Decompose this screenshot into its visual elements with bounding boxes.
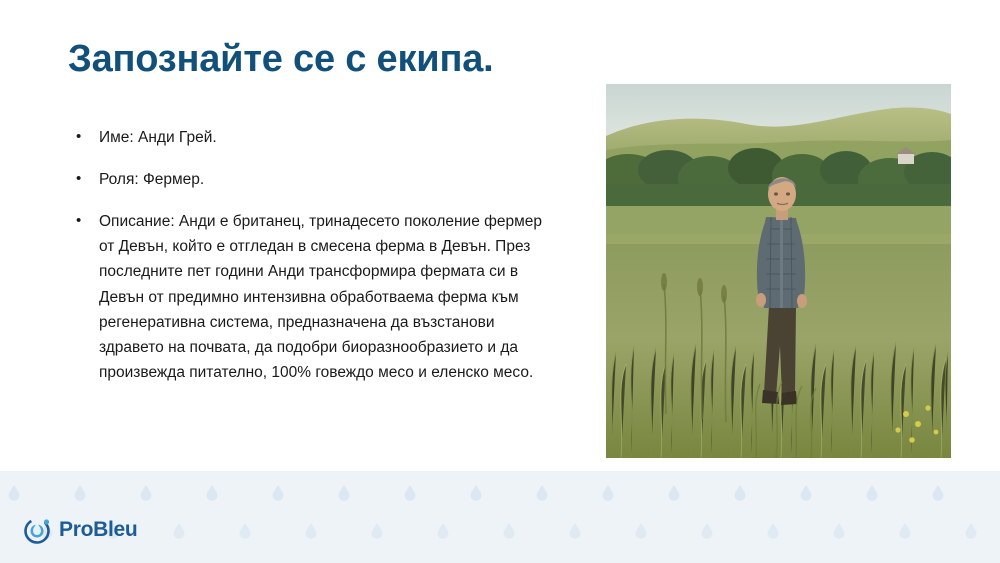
probleu-logo-icon (22, 515, 52, 545)
farmer-photo (606, 84, 951, 458)
page-title-text: Запознайте се с екипа (68, 38, 484, 80)
droplet-pattern-icon (0, 471, 1000, 563)
list-item (68, 125, 558, 150)
page-title (68, 38, 494, 81)
list-item (68, 209, 558, 385)
list-item-text: Име: Анди Грей. (99, 129, 217, 146)
bullet-marker-icon: • (76, 128, 82, 145)
bullet-list (68, 125, 558, 402)
list-item-text: Описание: Анди е британец, тринадесето поколение фермер от Девън, който е отгледан в смесена ферма в Девън. През последните пет години Анди трансформира фермата си в Девън от предимно интензивна обработваема ферма към регенеративна система, предназначена да възстанови здравето на почвата, да подобри биоразнообразието и да произвежда питателно, 100% говеждо месо и еленско месо. (99, 213, 543, 381)
page-title-period: . (483, 38, 494, 80)
list-item (68, 167, 558, 192)
bullet-marker-icon: • (76, 212, 82, 230)
logo-text-bleu: Bleu (93, 518, 138, 541)
bullet-marker-icon: • (76, 170, 82, 188)
logo-text (59, 518, 137, 542)
footer-band (0, 471, 1000, 563)
logo-text-pro: Pro (59, 518, 94, 541)
logo (22, 515, 137, 545)
list-item-text: Роля: Фермер. (99, 171, 205, 189)
